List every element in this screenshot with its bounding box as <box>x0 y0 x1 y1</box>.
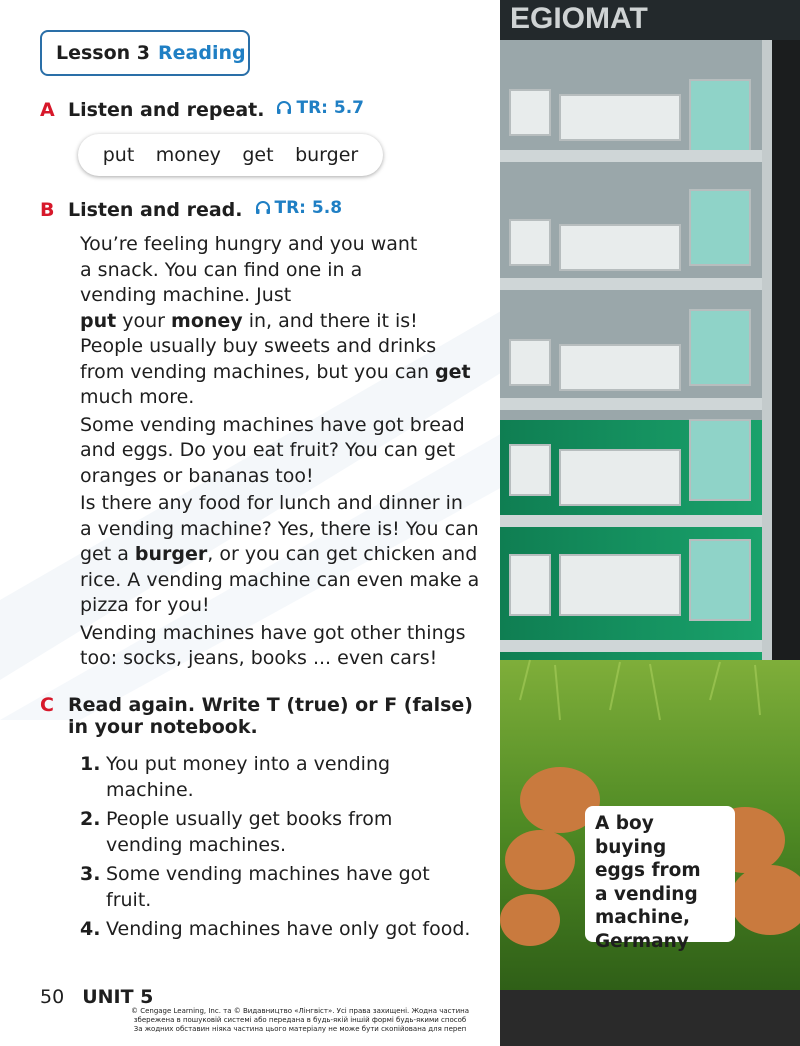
headphones-icon <box>255 200 271 216</box>
lesson-topic: Reading <box>158 42 246 64</box>
keyword-burger: burger <box>134 543 208 565</box>
paragraph-2: Some vending machines have got bread and eggs. Do you eat fruit? You can get oranges or bananas too! <box>80 413 465 487</box>
unit-label: UNIT 5 <box>82 986 154 1008</box>
vocab-word: money <box>155 144 221 166</box>
keyword-money: money <box>171 309 243 332</box>
audio-track-a-label: TR: 5.7 <box>296 98 364 118</box>
vocabulary-words <box>78 134 383 176</box>
copyright-notice: © Cengage Learning, Inc. та © Видавництво «Лінгвіст». Усі права захищені. Жодна частина збережена в пошуковій системі або передана в будь-якій іншій формі будь-якими способ За жодних обставин ніяка частина цього матеріалу не може бути скопійована для переп <box>130 1007 470 1033</box>
section-b-letter: B <box>40 199 55 221</box>
keyword-get: get <box>435 360 471 383</box>
list-item: 2. People usually get books from vending machines. <box>80 808 393 856</box>
page-footer <box>40 986 153 1008</box>
list-item: 3. Some vending machines have got fruit. <box>80 863 430 911</box>
paragraph-4: Vending machines have got other things too: socks, jeans, books ... even cars! <box>80 621 466 669</box>
machine-brand-text: EGIOMAT <box>510 2 648 35</box>
lesson-number: Lesson 3 <box>56 42 151 64</box>
section-a-instruction: Listen and repeat. <box>68 99 265 121</box>
section-a-heading <box>40 98 364 121</box>
section-c-heading <box>40 694 473 738</box>
vocab-word: burger <box>295 144 359 166</box>
section-b-instruction: Listen and read. <box>68 199 243 221</box>
section-c-letter: C <box>40 694 54 716</box>
section-a-letter: A <box>40 99 55 121</box>
audio-track-b[interactable] <box>255 198 343 218</box>
audio-track-a[interactable] <box>276 98 364 118</box>
keyword-put: put <box>80 309 117 332</box>
paragraph-3: Is there any food for lunch and dinner in a vending machine? Yes, there is! You can get a burger, or you can get chicken and rice. A vending machine can even make a pizza for you! <box>80 492 480 616</box>
paragraph-1: You’re feeling hungry and you want a snack. You can find one in a vending machine. Just put your money in, and there it is! People usually buy sweets and drinks from vending machines, but you can get much more. <box>80 233 471 408</box>
headphones-icon <box>276 100 292 116</box>
lesson-header <box>40 30 250 76</box>
vocab-word: get <box>242 144 274 166</box>
question-list <box>80 752 500 947</box>
list-item: 1. You put money into a vending machine. <box>80 753 391 801</box>
page-number: 50 <box>40 986 65 1008</box>
reading-text <box>80 232 480 674</box>
vocab-word: put <box>102 144 135 166</box>
photo-caption: A boy buying eggs from a vending machine, Germany <box>585 806 735 942</box>
section-b-heading <box>40 198 342 221</box>
audio-track-b-label: TR: 5.8 <box>274 198 343 218</box>
section-c-instruction-2: in your notebook. <box>68 716 258 738</box>
section-c-instruction-1: Read again. Write T (true) or F (false) <box>68 694 473 716</box>
list-item: 4. Vending machines have only got food. <box>80 918 471 940</box>
